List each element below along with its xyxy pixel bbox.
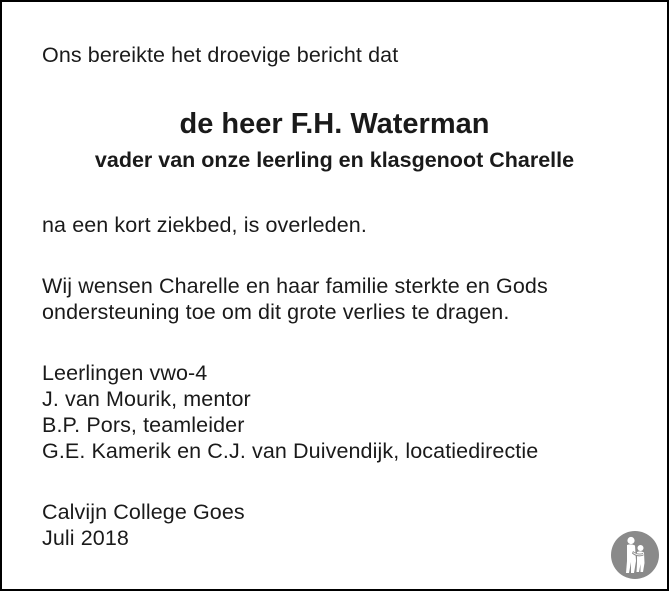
condolence-line-2: ondersteuning toe om dit grote verlies te dragen. <box>42 300 510 324</box>
organization-name: Calvijn College Goes <box>42 500 245 524</box>
intro-text: Ons bereikte het droevige bericht dat <box>42 43 399 67</box>
condolence-line-1: Wij wensen Charelle en haar familie sterkte en Gods <box>42 274 548 298</box>
signatory-line: J. van Mourik, mentor <box>42 387 251 411</box>
embracing-figures-emblem-icon <box>611 531 659 579</box>
signatory-line: G.E. Kamerik en C.J. van Duivendijk, locatiedirectie <box>42 439 539 463</box>
notice-date: Juli 2018 <box>42 526 129 550</box>
passing-text: na een kort ziekbed, is overleden. <box>42 213 367 237</box>
signatory-line: B.P. Pors, teamleider <box>42 413 245 437</box>
signatory-line: Leerlingen vwo-4 <box>42 361 208 385</box>
deceased-name: de heer F.H. Waterman <box>179 108 490 140</box>
relation-subtitle: vader van onze leerling en klasgenoot Charelle <box>94 148 575 172</box>
